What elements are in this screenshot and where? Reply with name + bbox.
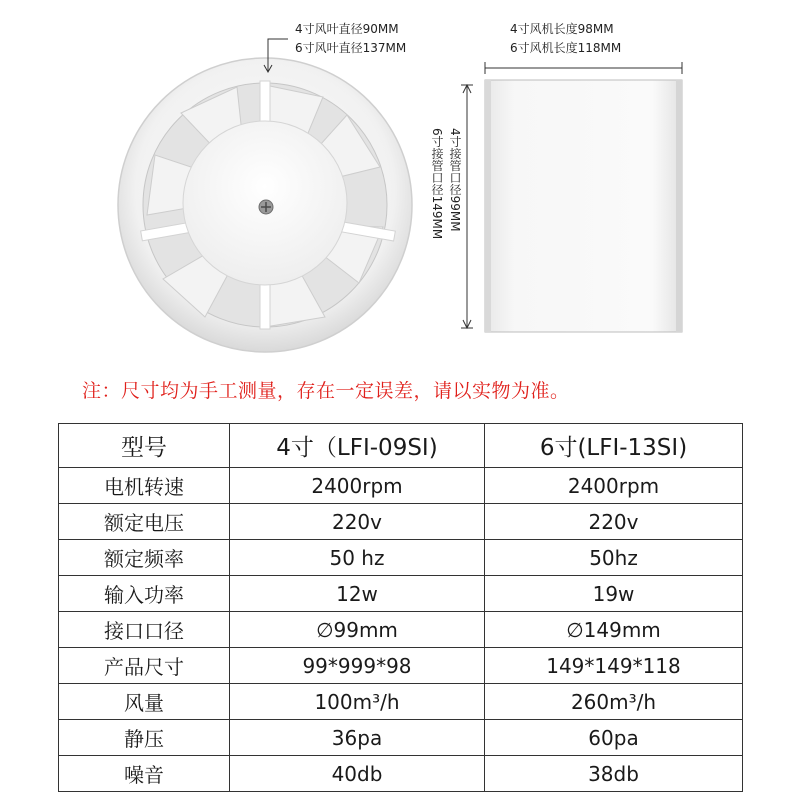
cell-6inch: 38db bbox=[485, 756, 743, 792]
row-label: 电机转速 bbox=[59, 468, 230, 504]
cell-4inch: 2400rpm bbox=[230, 468, 485, 504]
row-label: 输入功率 bbox=[59, 576, 230, 612]
cell-4inch: 12w bbox=[230, 576, 485, 612]
table-row bbox=[59, 720, 743, 756]
cell-6inch: 19w bbox=[485, 576, 743, 612]
blade-leader-line bbox=[260, 25, 290, 73]
measurement-note: 注：尺寸均为手工测量，存在一定误差，请以实物为准。 bbox=[82, 380, 570, 402]
fan-length-6: 6寸风机长度118MM bbox=[510, 41, 622, 55]
header-6inch: 6寸(LFI-13SI) bbox=[485, 424, 743, 468]
fan-side-illustration bbox=[455, 60, 695, 345]
cell-6inch: 260m³/h bbox=[485, 684, 743, 720]
table-row bbox=[59, 756, 743, 792]
cell-4inch: 36pa bbox=[230, 720, 485, 756]
row-label: 静压 bbox=[59, 720, 230, 756]
cell-4inch: 100m³/h bbox=[230, 684, 485, 720]
table-row bbox=[59, 648, 743, 684]
cell-4inch: 50 hz bbox=[230, 540, 485, 576]
header-model: 型号 bbox=[59, 424, 230, 468]
row-label: 额定电压 bbox=[59, 504, 230, 540]
cell-6inch: 149*149*118 bbox=[485, 648, 743, 684]
blade-diameter-6: 6寸风叶直径137MM bbox=[295, 41, 407, 55]
cell-4inch: 220v bbox=[230, 504, 485, 540]
row-label: 额定频率 bbox=[59, 540, 230, 576]
header-4inch: 4寸（LFI-09SI) bbox=[230, 424, 485, 468]
spec-table bbox=[58, 423, 743, 792]
fan-front-illustration bbox=[115, 55, 415, 355]
cell-6inch: 50hz bbox=[485, 540, 743, 576]
table-header-row bbox=[59, 424, 743, 468]
cell-4inch: 40db bbox=[230, 756, 485, 792]
pipe-diameter-6: 6寸接管口径149MM bbox=[430, 128, 444, 240]
cell-6inch: 220v bbox=[485, 504, 743, 540]
cell-6inch: 60pa bbox=[485, 720, 743, 756]
row-label: 产品尺寸 bbox=[59, 648, 230, 684]
row-label: 接口口径 bbox=[59, 612, 230, 648]
table-row bbox=[59, 576, 743, 612]
cell-6inch: 2400rpm bbox=[485, 468, 743, 504]
cell-6inch: ∅149mm bbox=[485, 612, 743, 648]
table-row bbox=[59, 468, 743, 504]
cell-4inch: ∅99mm bbox=[230, 612, 485, 648]
fan-length-4: 4寸风机长度98MM bbox=[510, 22, 614, 36]
row-label: 噪音 bbox=[59, 756, 230, 792]
blade-diameter-4: 4寸风叶直径90MM bbox=[295, 22, 399, 36]
table-row bbox=[59, 612, 743, 648]
pipe-diameter-4: 4寸接管口径99MM bbox=[448, 128, 462, 232]
row-label: 风量 bbox=[59, 684, 230, 720]
table-row bbox=[59, 540, 743, 576]
cell-4inch: 99*999*98 bbox=[230, 648, 485, 684]
table-row bbox=[59, 684, 743, 720]
table-row bbox=[59, 504, 743, 540]
